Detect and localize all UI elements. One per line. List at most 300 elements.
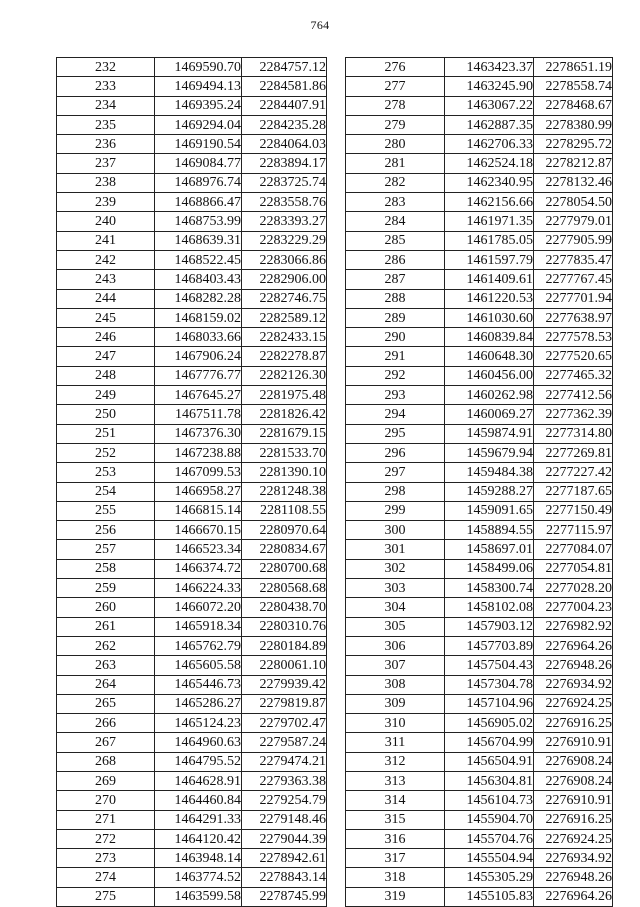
y-coordinate-cell: 2279702.47 bbox=[242, 714, 327, 733]
table-row bbox=[346, 154, 613, 173]
y-coordinate-cell: 2277314.80 bbox=[534, 424, 613, 443]
y-coordinate-cell: 2283066.86 bbox=[242, 250, 327, 269]
point-number-cell: 261 bbox=[57, 617, 155, 636]
x-coordinate-cell: 1456104.73 bbox=[445, 791, 534, 810]
y-coordinate-cell: 2282126.30 bbox=[242, 366, 327, 385]
y-coordinate-cell: 2277115.97 bbox=[534, 521, 613, 540]
x-coordinate-cell: 1469190.54 bbox=[155, 135, 242, 154]
table-row bbox=[57, 714, 327, 733]
y-coordinate-cell: 2280310.76 bbox=[242, 617, 327, 636]
table-row bbox=[346, 424, 613, 443]
point-number-cell: 306 bbox=[346, 636, 445, 655]
x-coordinate-cell: 1458300.74 bbox=[445, 579, 534, 598]
point-number-cell: 302 bbox=[346, 559, 445, 578]
x-coordinate-cell: 1465918.34 bbox=[155, 617, 242, 636]
x-coordinate-cell: 1468159.02 bbox=[155, 308, 242, 327]
table-row bbox=[57, 849, 327, 868]
point-number-cell: 240 bbox=[57, 212, 155, 231]
table-row bbox=[346, 405, 613, 424]
y-coordinate-cell: 2280568.68 bbox=[242, 579, 327, 598]
point-number-cell: 311 bbox=[346, 733, 445, 752]
point-number-cell: 319 bbox=[346, 887, 445, 906]
x-coordinate-cell: 1469395.24 bbox=[155, 96, 242, 115]
y-coordinate-cell: 2279474.21 bbox=[242, 752, 327, 771]
x-coordinate-cell: 1462340.95 bbox=[445, 173, 534, 192]
x-coordinate-cell: 1463599.58 bbox=[155, 887, 242, 906]
point-number-cell: 241 bbox=[57, 231, 155, 250]
point-number-cell: 277 bbox=[346, 77, 445, 96]
x-coordinate-cell: 1462706.33 bbox=[445, 135, 534, 154]
point-number-cell: 312 bbox=[346, 752, 445, 771]
y-coordinate-cell: 2276916.25 bbox=[534, 810, 613, 829]
table-row bbox=[346, 443, 613, 462]
x-coordinate-cell: 1464120.42 bbox=[155, 829, 242, 848]
y-coordinate-cell: 2276908.24 bbox=[534, 752, 613, 771]
y-coordinate-cell: 2282589.12 bbox=[242, 308, 327, 327]
table-row bbox=[346, 501, 613, 520]
x-coordinate-cell: 1457104.96 bbox=[445, 694, 534, 713]
point-number-cell: 271 bbox=[57, 810, 155, 829]
y-coordinate-cell: 2276964.26 bbox=[534, 636, 613, 655]
table-row bbox=[346, 598, 613, 617]
table-row bbox=[346, 791, 613, 810]
table-row bbox=[346, 675, 613, 694]
y-coordinate-cell: 2276908.24 bbox=[534, 771, 613, 790]
y-coordinate-cell: 2283229.29 bbox=[242, 231, 327, 250]
y-coordinate-cell: 2278468.67 bbox=[534, 96, 613, 115]
x-coordinate-cell: 1455704.76 bbox=[445, 829, 534, 848]
point-number-cell: 238 bbox=[57, 173, 155, 192]
point-number-cell: 310 bbox=[346, 714, 445, 733]
table-row bbox=[346, 579, 613, 598]
table-row bbox=[346, 96, 613, 115]
point-number-cell: 244 bbox=[57, 289, 155, 308]
y-coordinate-cell: 2278942.61 bbox=[242, 849, 327, 868]
x-coordinate-cell: 1468976.74 bbox=[155, 173, 242, 192]
point-number-cell: 301 bbox=[346, 540, 445, 559]
point-number-cell: 316 bbox=[346, 829, 445, 848]
y-coordinate-cell: 2282906.00 bbox=[242, 270, 327, 289]
point-number-cell: 266 bbox=[57, 714, 155, 733]
x-coordinate-cell: 1457304.78 bbox=[445, 675, 534, 694]
x-coordinate-cell: 1457504.43 bbox=[445, 656, 534, 675]
y-coordinate-cell: 2283393.27 bbox=[242, 212, 327, 231]
y-coordinate-cell: 2277004.23 bbox=[534, 598, 613, 617]
x-coordinate-cell: 1461597.79 bbox=[445, 250, 534, 269]
x-coordinate-cell: 1466523.34 bbox=[155, 540, 242, 559]
point-number-cell: 296 bbox=[346, 443, 445, 462]
point-number-cell: 273 bbox=[57, 849, 155, 868]
point-number-cell: 318 bbox=[346, 868, 445, 887]
table-row bbox=[57, 675, 327, 694]
y-coordinate-cell: 2281679.15 bbox=[242, 424, 327, 443]
point-number-cell: 253 bbox=[57, 463, 155, 482]
point-number-cell: 293 bbox=[346, 386, 445, 405]
y-coordinate-cell: 2278843.14 bbox=[242, 868, 327, 887]
table-row bbox=[57, 733, 327, 752]
x-coordinate-cell: 1468753.99 bbox=[155, 212, 242, 231]
point-number-cell: 265 bbox=[57, 694, 155, 713]
point-number-cell: 260 bbox=[57, 598, 155, 617]
x-coordinate-cell: 1463774.52 bbox=[155, 868, 242, 887]
table-row bbox=[57, 289, 327, 308]
point-number-cell: 254 bbox=[57, 482, 155, 501]
x-coordinate-cell: 1466374.72 bbox=[155, 559, 242, 578]
x-coordinate-cell: 1466224.33 bbox=[155, 579, 242, 598]
y-coordinate-cell: 2280438.70 bbox=[242, 598, 327, 617]
table-row bbox=[346, 752, 613, 771]
table-row bbox=[57, 96, 327, 115]
y-coordinate-cell: 2276982.92 bbox=[534, 617, 613, 636]
y-coordinate-cell: 2276916.25 bbox=[534, 714, 613, 733]
y-coordinate-cell: 2277187.65 bbox=[534, 482, 613, 501]
y-coordinate-cell: 2277465.32 bbox=[534, 366, 613, 385]
point-number-cell: 290 bbox=[346, 328, 445, 347]
x-coordinate-cell: 1467511.78 bbox=[155, 405, 242, 424]
x-coordinate-cell: 1467238.88 bbox=[155, 443, 242, 462]
x-coordinate-cell: 1458894.55 bbox=[445, 521, 534, 540]
x-coordinate-cell: 1467376.30 bbox=[155, 424, 242, 443]
x-coordinate-cell: 1462887.35 bbox=[445, 115, 534, 134]
x-coordinate-cell: 1464460.84 bbox=[155, 791, 242, 810]
x-coordinate-cell: 1469494.13 bbox=[155, 77, 242, 96]
table-row bbox=[57, 636, 327, 655]
y-coordinate-cell: 2278132.46 bbox=[534, 173, 613, 192]
x-coordinate-cell: 1464628.91 bbox=[155, 771, 242, 790]
x-coordinate-cell: 1455105.83 bbox=[445, 887, 534, 906]
point-number-cell: 272 bbox=[57, 829, 155, 848]
x-coordinate-cell: 1468033.66 bbox=[155, 328, 242, 347]
y-coordinate-cell: 2279363.38 bbox=[242, 771, 327, 790]
y-coordinate-cell: 2277269.81 bbox=[534, 443, 613, 462]
table-row bbox=[57, 405, 327, 424]
y-coordinate-cell: 2281390.10 bbox=[242, 463, 327, 482]
point-number-cell: 313 bbox=[346, 771, 445, 790]
table-row bbox=[346, 173, 613, 192]
table-row bbox=[57, 115, 327, 134]
x-coordinate-cell: 1461971.35 bbox=[445, 212, 534, 231]
table-row bbox=[346, 347, 613, 366]
y-coordinate-cell: 2283894.17 bbox=[242, 154, 327, 173]
point-number-cell: 252 bbox=[57, 443, 155, 462]
point-number-cell: 248 bbox=[57, 366, 155, 385]
x-coordinate-cell: 1455504.94 bbox=[445, 849, 534, 868]
point-number-cell: 269 bbox=[57, 771, 155, 790]
y-coordinate-cell: 2284235.28 bbox=[242, 115, 327, 134]
point-number-cell: 249 bbox=[57, 386, 155, 405]
table-row bbox=[346, 868, 613, 887]
table-row bbox=[57, 887, 327, 906]
point-number-cell: 237 bbox=[57, 154, 155, 173]
table-row bbox=[57, 501, 327, 520]
x-coordinate-cell: 1466958.27 bbox=[155, 482, 242, 501]
y-coordinate-cell: 2281826.42 bbox=[242, 405, 327, 424]
y-coordinate-cell: 2281533.70 bbox=[242, 443, 327, 462]
x-coordinate-cell: 1458102.08 bbox=[445, 598, 534, 617]
y-coordinate-cell: 2284581.86 bbox=[242, 77, 327, 96]
table-row bbox=[57, 270, 327, 289]
table-row bbox=[346, 656, 613, 675]
point-number-cell: 299 bbox=[346, 501, 445, 520]
point-number-cell: 245 bbox=[57, 308, 155, 327]
y-coordinate-cell: 2279148.46 bbox=[242, 810, 327, 829]
point-number-cell: 258 bbox=[57, 559, 155, 578]
point-number-cell: 292 bbox=[346, 366, 445, 385]
point-number-cell: 294 bbox=[346, 405, 445, 424]
x-coordinate-cell: 1466815.14 bbox=[155, 501, 242, 520]
table-row bbox=[346, 58, 613, 77]
table-row bbox=[57, 347, 327, 366]
table-row bbox=[57, 193, 327, 212]
y-coordinate-cell: 2277084.07 bbox=[534, 540, 613, 559]
x-coordinate-cell: 1460839.84 bbox=[445, 328, 534, 347]
point-number-cell: 268 bbox=[57, 752, 155, 771]
point-number-cell: 284 bbox=[346, 212, 445, 231]
x-coordinate-cell: 1468403.43 bbox=[155, 270, 242, 289]
page-number: 764 bbox=[310, 18, 330, 32]
y-coordinate-cell: 2277412.56 bbox=[534, 386, 613, 405]
table-row bbox=[57, 694, 327, 713]
table-row bbox=[346, 733, 613, 752]
x-coordinate-cell: 1456704.99 bbox=[445, 733, 534, 752]
x-coordinate-cell: 1460069.27 bbox=[445, 405, 534, 424]
point-number-cell: 285 bbox=[346, 231, 445, 250]
point-number-cell: 278 bbox=[346, 96, 445, 115]
table-row bbox=[346, 308, 613, 327]
y-coordinate-cell: 2280970.64 bbox=[242, 521, 327, 540]
x-coordinate-cell: 1457903.12 bbox=[445, 617, 534, 636]
point-number-cell: 264 bbox=[57, 675, 155, 694]
table-row bbox=[57, 386, 327, 405]
x-coordinate-cell: 1468282.28 bbox=[155, 289, 242, 308]
table-row bbox=[346, 386, 613, 405]
x-coordinate-cell: 1463423.37 bbox=[445, 58, 534, 77]
y-coordinate-cell: 2283725.74 bbox=[242, 173, 327, 192]
point-number-cell: 246 bbox=[57, 328, 155, 347]
y-coordinate-cell: 2283558.76 bbox=[242, 193, 327, 212]
table-row bbox=[57, 791, 327, 810]
x-coordinate-cell: 1465605.58 bbox=[155, 656, 242, 675]
point-number-cell: 298 bbox=[346, 482, 445, 501]
table-row bbox=[346, 270, 613, 289]
y-coordinate-cell: 2279587.24 bbox=[242, 733, 327, 752]
point-number-cell: 297 bbox=[346, 463, 445, 482]
table-row bbox=[57, 231, 327, 250]
point-number-cell: 275 bbox=[57, 887, 155, 906]
y-coordinate-cell: 2279044.39 bbox=[242, 829, 327, 848]
y-coordinate-cell: 2277578.53 bbox=[534, 328, 613, 347]
x-coordinate-cell: 1459874.91 bbox=[445, 424, 534, 443]
point-number-cell: 283 bbox=[346, 193, 445, 212]
table-row bbox=[57, 212, 327, 231]
x-coordinate-cell: 1463067.22 bbox=[445, 96, 534, 115]
point-number-cell: 317 bbox=[346, 849, 445, 868]
table-row bbox=[57, 482, 327, 501]
point-number-cell: 234 bbox=[57, 96, 155, 115]
x-coordinate-cell: 1467776.77 bbox=[155, 366, 242, 385]
x-coordinate-cell: 1469084.77 bbox=[155, 154, 242, 173]
table-row bbox=[57, 154, 327, 173]
point-number-cell: 263 bbox=[57, 656, 155, 675]
table-row bbox=[346, 366, 613, 385]
x-coordinate-cell: 1459484.38 bbox=[445, 463, 534, 482]
x-coordinate-cell: 1458499.06 bbox=[445, 559, 534, 578]
point-number-cell: 247 bbox=[57, 347, 155, 366]
x-coordinate-cell: 1462156.66 bbox=[445, 193, 534, 212]
y-coordinate-cell: 2284407.91 bbox=[242, 96, 327, 115]
table-row bbox=[346, 636, 613, 655]
point-number-cell: 314 bbox=[346, 791, 445, 810]
table-row bbox=[346, 810, 613, 829]
x-coordinate-cell: 1466072.20 bbox=[155, 598, 242, 617]
table-row bbox=[57, 771, 327, 790]
x-coordinate-cell: 1465762.79 bbox=[155, 636, 242, 655]
point-number-cell: 257 bbox=[57, 540, 155, 559]
table-row bbox=[346, 115, 613, 134]
table-row bbox=[346, 250, 613, 269]
y-coordinate-cell: 2278054.50 bbox=[534, 193, 613, 212]
coordinates-table-left bbox=[56, 57, 327, 907]
table-row bbox=[57, 579, 327, 598]
table-row bbox=[57, 424, 327, 443]
point-number-cell: 304 bbox=[346, 598, 445, 617]
point-number-cell: 270 bbox=[57, 791, 155, 810]
y-coordinate-cell: 2276934.92 bbox=[534, 675, 613, 694]
y-coordinate-cell: 2280061.10 bbox=[242, 656, 327, 675]
x-coordinate-cell: 1456304.81 bbox=[445, 771, 534, 790]
point-number-cell: 307 bbox=[346, 656, 445, 675]
table-row bbox=[346, 559, 613, 578]
y-coordinate-cell: 2284757.12 bbox=[242, 58, 327, 77]
x-coordinate-cell: 1456504.91 bbox=[445, 752, 534, 771]
x-coordinate-cell: 1465286.27 bbox=[155, 694, 242, 713]
point-number-cell: 282 bbox=[346, 173, 445, 192]
table-row bbox=[346, 328, 613, 347]
x-coordinate-cell: 1461785.05 bbox=[445, 231, 534, 250]
x-coordinate-cell: 1464795.52 bbox=[155, 752, 242, 771]
point-number-cell: 276 bbox=[346, 58, 445, 77]
table-row bbox=[346, 193, 613, 212]
table-row bbox=[346, 887, 613, 906]
y-coordinate-cell: 2276910.91 bbox=[534, 733, 613, 752]
y-coordinate-cell: 2277767.45 bbox=[534, 270, 613, 289]
y-coordinate-cell: 2277905.99 bbox=[534, 231, 613, 250]
x-coordinate-cell: 1461220.53 bbox=[445, 289, 534, 308]
table-row bbox=[346, 231, 613, 250]
x-coordinate-cell: 1463948.14 bbox=[155, 849, 242, 868]
y-coordinate-cell: 2277227.42 bbox=[534, 463, 613, 482]
table-row bbox=[57, 829, 327, 848]
point-number-cell: 232 bbox=[57, 58, 155, 77]
y-coordinate-cell: 2279939.42 bbox=[242, 675, 327, 694]
table-row bbox=[346, 849, 613, 868]
y-coordinate-cell: 2280184.89 bbox=[242, 636, 327, 655]
point-number-cell: 303 bbox=[346, 579, 445, 598]
y-coordinate-cell: 2276964.26 bbox=[534, 887, 613, 906]
table-row bbox=[346, 135, 613, 154]
table-row bbox=[57, 77, 327, 96]
x-coordinate-cell: 1461030.60 bbox=[445, 308, 534, 327]
x-coordinate-cell: 1467906.24 bbox=[155, 347, 242, 366]
y-coordinate-cell: 2276924.25 bbox=[534, 694, 613, 713]
point-number-cell: 250 bbox=[57, 405, 155, 424]
point-number-cell: 255 bbox=[57, 501, 155, 520]
y-coordinate-cell: 2277028.20 bbox=[534, 579, 613, 598]
point-number-cell: 309 bbox=[346, 694, 445, 713]
y-coordinate-cell: 2276910.91 bbox=[534, 791, 613, 810]
y-coordinate-cell: 2282278.87 bbox=[242, 347, 327, 366]
y-coordinate-cell: 2280700.68 bbox=[242, 559, 327, 578]
table-row bbox=[346, 771, 613, 790]
point-number-cell: 235 bbox=[57, 115, 155, 134]
y-coordinate-cell: 2282433.15 bbox=[242, 328, 327, 347]
point-number-cell: 236 bbox=[57, 135, 155, 154]
table-row bbox=[346, 829, 613, 848]
table-row bbox=[57, 366, 327, 385]
table-row bbox=[57, 540, 327, 559]
point-number-cell: 289 bbox=[346, 308, 445, 327]
point-number-cell: 295 bbox=[346, 424, 445, 443]
point-number-cell: 267 bbox=[57, 733, 155, 752]
x-coordinate-cell: 1463245.90 bbox=[445, 77, 534, 96]
point-number-cell: 239 bbox=[57, 193, 155, 212]
table-row bbox=[346, 617, 613, 636]
x-coordinate-cell: 1460456.00 bbox=[445, 366, 534, 385]
table-row bbox=[346, 714, 613, 733]
point-number-cell: 233 bbox=[57, 77, 155, 96]
table-row bbox=[57, 135, 327, 154]
x-coordinate-cell: 1459091.65 bbox=[445, 501, 534, 520]
table-row bbox=[57, 559, 327, 578]
table-row bbox=[57, 617, 327, 636]
table-row bbox=[57, 868, 327, 887]
table-row bbox=[346, 212, 613, 231]
y-coordinate-cell: 2277520.65 bbox=[534, 347, 613, 366]
x-coordinate-cell: 1460648.30 bbox=[445, 347, 534, 366]
y-coordinate-cell: 2278651.19 bbox=[534, 58, 613, 77]
x-coordinate-cell: 1456905.02 bbox=[445, 714, 534, 733]
table-row bbox=[57, 173, 327, 192]
table-row bbox=[57, 521, 327, 540]
y-coordinate-cell: 2277150.49 bbox=[534, 501, 613, 520]
table-row bbox=[346, 289, 613, 308]
y-coordinate-cell: 2277362.39 bbox=[534, 405, 613, 424]
y-coordinate-cell: 2276948.26 bbox=[534, 656, 613, 675]
x-coordinate-cell: 1458697.01 bbox=[445, 540, 534, 559]
table-row bbox=[346, 694, 613, 713]
y-coordinate-cell: 2279254.79 bbox=[242, 791, 327, 810]
point-number-cell: 251 bbox=[57, 424, 155, 443]
y-coordinate-cell: 2277054.81 bbox=[534, 559, 613, 578]
x-coordinate-cell: 1455904.70 bbox=[445, 810, 534, 829]
point-number-cell: 259 bbox=[57, 579, 155, 598]
x-coordinate-cell: 1465124.23 bbox=[155, 714, 242, 733]
x-coordinate-cell: 1460262.98 bbox=[445, 386, 534, 405]
point-number-cell: 280 bbox=[346, 135, 445, 154]
table-row bbox=[57, 58, 327, 77]
y-coordinate-cell: 2276924.25 bbox=[534, 829, 613, 848]
point-number-cell: 308 bbox=[346, 675, 445, 694]
y-coordinate-cell: 2281108.55 bbox=[242, 501, 327, 520]
y-coordinate-cell: 2276934.92 bbox=[534, 849, 613, 868]
x-coordinate-cell: 1465446.73 bbox=[155, 675, 242, 694]
table-row bbox=[57, 656, 327, 675]
point-number-cell: 300 bbox=[346, 521, 445, 540]
point-number-cell: 287 bbox=[346, 270, 445, 289]
point-number-cell: 288 bbox=[346, 289, 445, 308]
y-coordinate-cell: 2278558.74 bbox=[534, 77, 613, 96]
x-coordinate-cell: 1461409.61 bbox=[445, 270, 534, 289]
